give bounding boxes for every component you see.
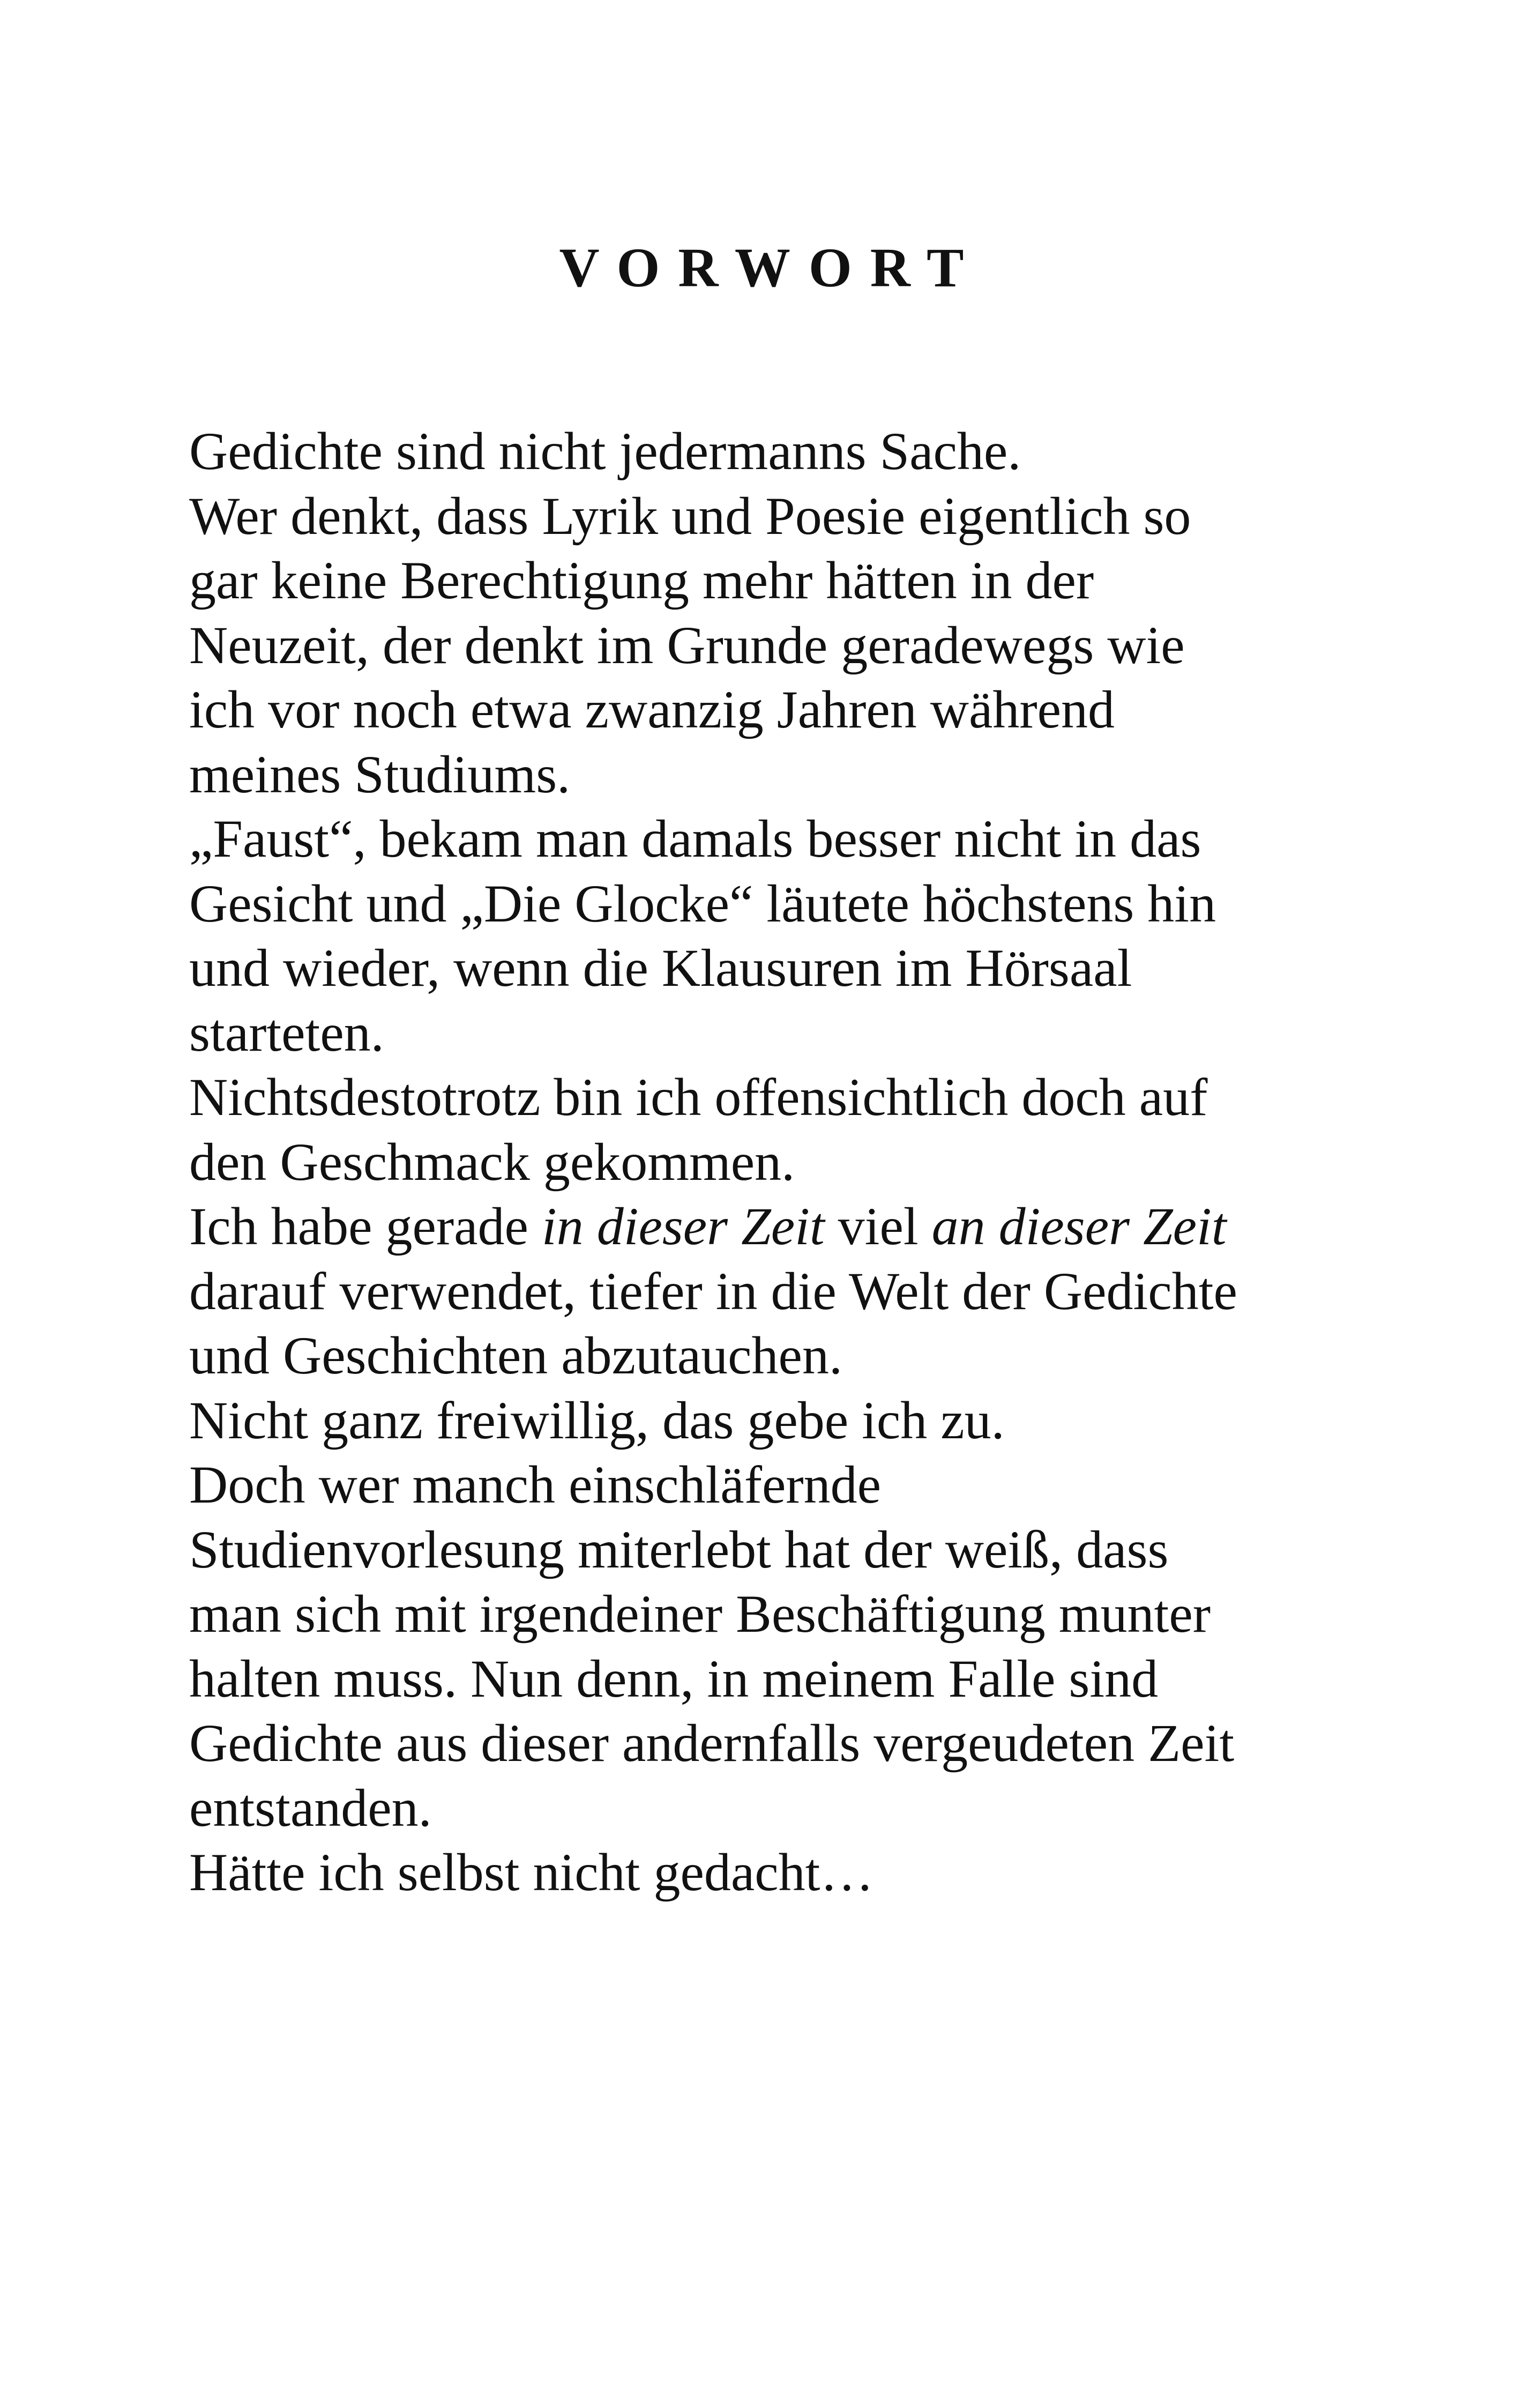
text-line: darauf verwendet, tiefer in die Welt der Gedichte — [189, 1261, 1237, 1321]
italic-phrase: an dieser Zeit — [931, 1196, 1227, 1256]
text-line-mixed — [189, 1194, 1395, 1259]
text-line: Nichtsdestotrotz bin ich offensichtlich doch auf — [189, 1067, 1208, 1127]
text-line: Gedichte sind nicht jedermanns Sache. — [189, 421, 1021, 481]
text-line: Wer denkt, dass Lyrik und Poesie eigentlich so — [189, 486, 1191, 546]
preface-text — [189, 419, 1395, 1905]
text-line: Gedichte aus dieser andernfalls vergeudeten Zeit — [189, 1713, 1235, 1773]
text-line: den Geschmack gekommen. — [189, 1132, 795, 1192]
text-line: Studienvorlesung miterlebt hat der weiß, dass — [189, 1519, 1169, 1579]
text-line: und Geschichten abzutauchen. — [189, 1326, 842, 1385]
text-line: meines Studiums. — [189, 744, 571, 804]
text-line: gar keine Berechtigung mehr hätten in der — [189, 551, 1094, 610]
text-line: Hätte ich selbst nicht gedacht… — [189, 1842, 874, 1902]
text-line: starteten. — [189, 1002, 384, 1062]
text-line: halten muss. Nun denn, in meinem Falle sind — [189, 1648, 1159, 1708]
page-title: VORWORT — [559, 237, 982, 299]
text-line: Gesicht und „Die Glocke“ läutete höchstens hin — [189, 873, 1216, 933]
text-segment: viel — [824, 1196, 932, 1256]
text-line: Doch wer manch einschläfernde — [189, 1455, 882, 1514]
italic-phrase: in dieser Zeit — [541, 1196, 825, 1256]
text-line: man sich mit irgendeiner Beschäftigung munter — [189, 1584, 1211, 1644]
text-line: ich vor noch etwa zwanzig Jahren während — [189, 680, 1115, 739]
text-segment: Ich habe gerade — [189, 1196, 542, 1256]
text-line: Nicht ganz freiwillig, das gebe ich zu. — [189, 1390, 1005, 1450]
text-line: entstanden. — [189, 1778, 432, 1838]
text-line: Neuzeit, der denkt im Grunde geradewegs wie — [189, 615, 1185, 675]
text-line: und wieder, wenn die Klausuren im Hörsaal — [189, 938, 1132, 998]
text-line: „Faust“, bekam man damals besser nicht in das — [189, 809, 1201, 868]
